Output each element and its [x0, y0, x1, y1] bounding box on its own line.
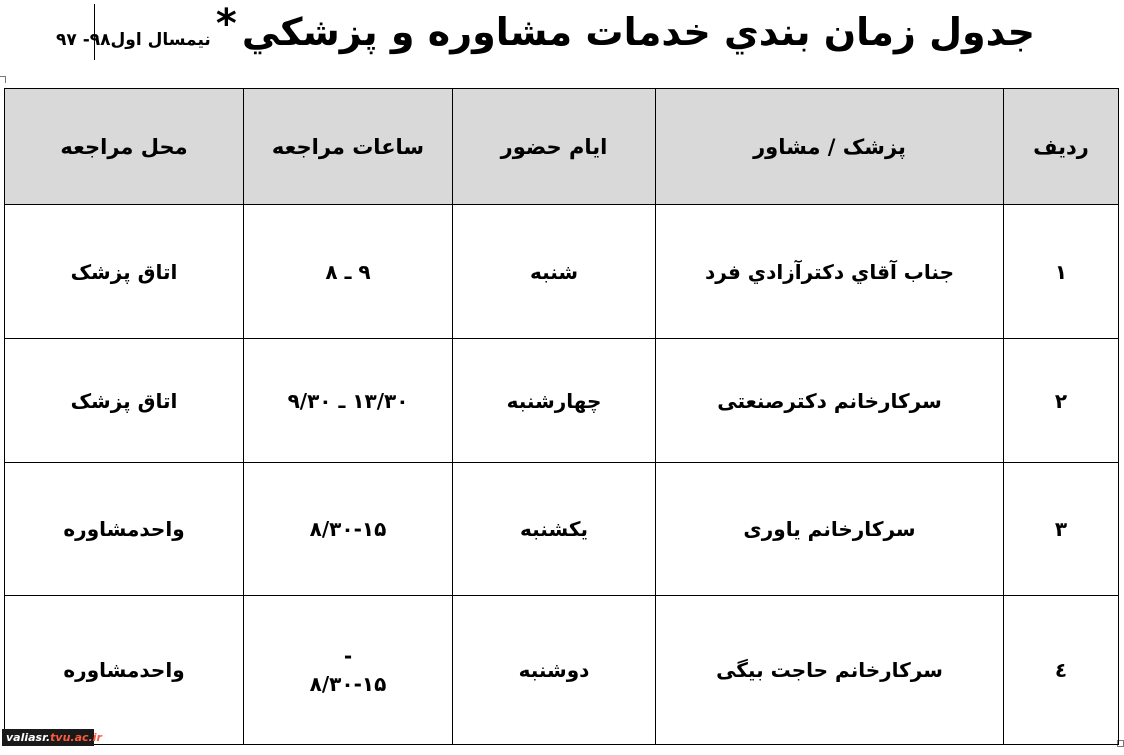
text-boundary-mark: [0, 76, 6, 83]
doctor-cell: سرکارخانم دکترصنعتی: [656, 339, 1004, 463]
document-subtitle: نيمسال اول۹۸- ۹۷: [56, 30, 211, 50]
location-cell: واحدمشاوره: [5, 463, 244, 596]
row-number-cell: ۱: [1004, 205, 1119, 339]
location-cell: واحدمشاوره: [5, 596, 244, 745]
column-header-location: محل مراجعه: [5, 89, 244, 205]
table-header-row: [5, 89, 1119, 205]
column-header-hours: ساعات مراجعه: [244, 89, 453, 205]
hours-cell: [244, 596, 453, 745]
day-cell: یکشنبه: [453, 463, 656, 596]
hours-cell: ۱۳/۳۰ ـ ۹/۳۰: [244, 339, 453, 463]
table-row: [5, 596, 1119, 745]
watermark-domain: tvu.ac.ir: [50, 731, 102, 744]
document-title-block: [56, 1, 1035, 60]
hours-range: ۸/۳۰-۱۵: [309, 672, 387, 696]
document-title: جدول زمان بندي خدمات مشاوره و پزشكي: [241, 10, 1035, 54]
hours-cell: ۸/۳۰-۱۵: [244, 463, 453, 596]
column-header-days: ايام حضور: [453, 89, 656, 205]
hours-dash: -: [343, 644, 353, 668]
table-row: [5, 463, 1119, 596]
site-watermark: [2, 729, 102, 746]
column-header-doctor: پزشک / مشاور: [656, 89, 1004, 205]
doctor-cell: سرکارخانم یاوری: [656, 463, 1004, 596]
table-row: [5, 205, 1119, 339]
doctor-cell: جناب آقاي دکترآزادي فرد: [656, 205, 1004, 339]
row-number-cell: ۲: [1004, 339, 1119, 463]
day-cell: شنبه: [453, 205, 656, 339]
schedule-table: [4, 88, 1119, 745]
table-row: [5, 339, 1119, 463]
row-number-cell: ٤: [1004, 596, 1119, 745]
day-cell: دوشنبه: [453, 596, 656, 745]
column-header-row-number: رديف: [1004, 89, 1119, 205]
day-cell: چهارشنبه: [453, 339, 656, 463]
location-cell: اتاق پزشک: [5, 205, 244, 339]
row-number-cell: ۳: [1004, 463, 1119, 596]
location-cell: اتاق پزشک: [5, 339, 244, 463]
doctor-cell: سرکارخانم حاجت بیگی: [656, 596, 1004, 745]
title-asterisk: *: [215, 1, 237, 47]
watermark-text: valiasr.: [6, 731, 51, 744]
hours-cell: ۹ ـ ۸: [244, 205, 453, 339]
